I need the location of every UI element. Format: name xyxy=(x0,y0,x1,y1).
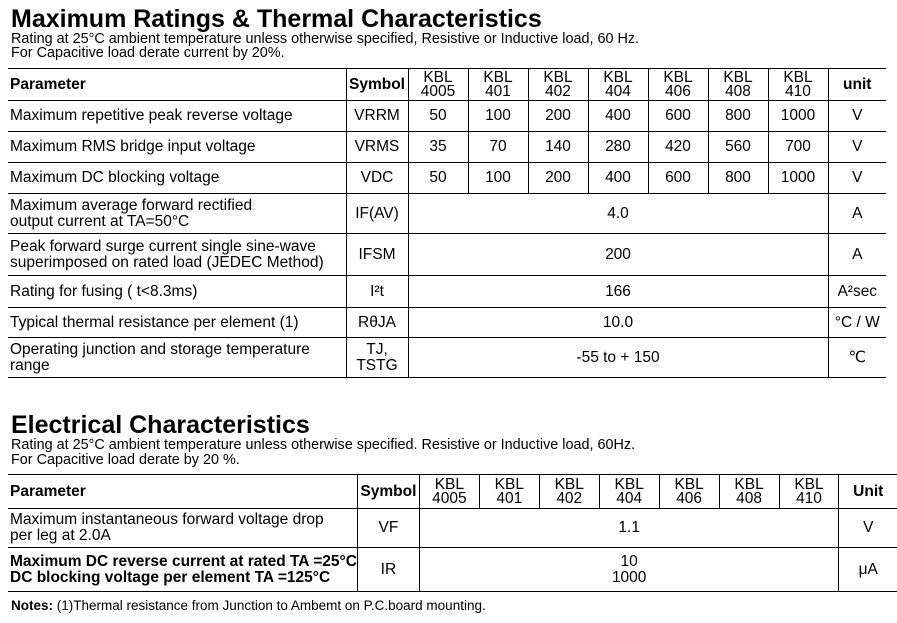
param-cell: Maximum average forward rectified output current at TA=50°C xyxy=(8,194,346,234)
symbol-cell: IFSM xyxy=(346,234,408,276)
value-cell: 35 xyxy=(408,132,468,163)
value-cell: 50 xyxy=(408,163,468,194)
table-row xyxy=(8,234,886,276)
symbol-cell: TJ, TSTG xyxy=(346,338,408,378)
value-cell: 800 xyxy=(708,163,768,194)
value-cell: 10 1000 xyxy=(419,548,839,592)
header-device: KBL 408 xyxy=(719,475,779,509)
header-unit: unit xyxy=(828,69,886,101)
value-cell: 140 xyxy=(528,132,588,163)
header-device: KBL 402 xyxy=(539,475,599,509)
value-cell: 50 xyxy=(408,101,468,132)
value-cell: -55 to + 150 xyxy=(408,338,828,378)
param-cell: Maximum instantaneous forward voltage drop per leg at 2.0A xyxy=(8,509,357,548)
value-cell: 4.0 xyxy=(408,194,828,234)
header-device: KBL 410 xyxy=(779,475,839,509)
table-row xyxy=(8,338,886,378)
value-cell: 280 xyxy=(588,132,648,163)
notes-text: (1)Thermal resistance from Junction to Ambemt on P.C.board mounting. xyxy=(53,598,486,613)
table-row xyxy=(8,194,886,234)
unit-cell: ℃ xyxy=(828,338,886,378)
table-row xyxy=(8,101,886,132)
header-device: KBL 410 xyxy=(768,69,828,101)
value-cell: 166 xyxy=(408,276,828,308)
unit-cell: V xyxy=(828,132,886,163)
header-device: KBL 404 xyxy=(599,475,659,509)
param-cell: Typical thermal resistance per element (1) xyxy=(8,308,346,338)
value-cell: 400 xyxy=(588,101,648,132)
notes-label: Notes: xyxy=(11,598,54,613)
symbol-cell: VF xyxy=(357,509,419,548)
symbol-cell: VDC xyxy=(346,163,408,194)
symbol-cell: VRMS xyxy=(346,132,408,163)
value-cell: 600 xyxy=(648,163,708,194)
value-cell: 70 xyxy=(468,132,528,163)
value-cell: 1000 xyxy=(768,101,828,132)
value-cell: 700 xyxy=(768,132,828,163)
header-device: KBL 4005 xyxy=(408,69,468,101)
unit-cell: V xyxy=(828,163,886,194)
value-cell: 200 xyxy=(528,101,588,132)
header-device: KBL 402 xyxy=(528,69,588,101)
ratings-header-row xyxy=(8,69,886,101)
param-cell: Peak forward surge current single sine-wave superimposed on rated load (JEDEC Method) xyxy=(8,234,346,276)
table-row xyxy=(8,548,897,592)
header-unit: Unit xyxy=(839,475,897,509)
notes xyxy=(11,598,486,613)
value-cell: 10.0 xyxy=(408,308,828,338)
value-cell: 200 xyxy=(528,163,588,194)
symbol-cell: I²t xyxy=(346,276,408,308)
unit-cell: μA xyxy=(839,548,897,592)
symbol-cell: VRRM xyxy=(346,101,408,132)
header-device: KBL 404 xyxy=(588,69,648,101)
param-cell: Rating for fusing ( t<8.3ms) xyxy=(8,276,346,308)
table-row xyxy=(8,132,886,163)
section2-note-line2: For Capacitive load derate by 20 %. xyxy=(11,452,240,468)
value-cell: 200 xyxy=(408,234,828,276)
header-device: KBL 408 xyxy=(708,69,768,101)
header-device: KBL 4005 xyxy=(419,475,479,509)
electrical-table xyxy=(8,474,897,592)
value-cell: 400 xyxy=(588,163,648,194)
param-cell: Maximum DC reverse current at rated TA =25°C DC blocking voltage per element TA =125°C xyxy=(8,548,357,592)
table-row xyxy=(8,276,886,308)
param-cell: Maximum repetitive peak reverse voltage xyxy=(8,101,346,132)
header-symbol: Symbol xyxy=(346,69,408,101)
symbol-cell: IF(AV) xyxy=(346,194,408,234)
table-row xyxy=(8,163,886,194)
unit-cell: A xyxy=(828,194,886,234)
section1-title: Maximum Ratings & Thermal Characteristics xyxy=(11,5,542,33)
unit-cell: V xyxy=(839,509,897,548)
section2-title: Electrical Characteristics xyxy=(11,411,310,439)
header-parameter: Parameter xyxy=(8,69,346,101)
value-cell: 100 xyxy=(468,101,528,132)
header-symbol: Symbol xyxy=(357,475,419,509)
value-cell: 420 xyxy=(648,132,708,163)
unit-cell: A²sec xyxy=(828,276,886,308)
value-cell: 560 xyxy=(708,132,768,163)
ratings-table xyxy=(8,68,886,378)
table-row xyxy=(8,308,886,338)
param-cell: Maximum DC blocking voltage xyxy=(8,163,346,194)
header-device: KBL 401 xyxy=(479,475,539,509)
unit-cell: A xyxy=(828,234,886,276)
table-row xyxy=(8,509,897,548)
section1-note-line1: Rating at 25°C ambient temperature unless otherwise specified, Resistive or Inductive load, 60 Hz. xyxy=(11,31,640,47)
param-cell: Maximum RMS bridge input voltage xyxy=(8,132,346,163)
symbol-cell: IR xyxy=(357,548,419,592)
value-cell: 600 xyxy=(648,101,708,132)
value-cell: 1.1 xyxy=(419,509,839,548)
symbol-cell: RθJA xyxy=(346,308,408,338)
section2-note-line1: Rating at 25°C ambient temperature unless otherwise specified. Resistive or Inductive load, 60Hz. xyxy=(11,437,636,453)
unit-cell: °C / W xyxy=(828,308,886,338)
param-cell: Operating junction and storage temperature range xyxy=(8,338,346,378)
header-device: KBL 406 xyxy=(659,475,719,509)
header-device: KBL 406 xyxy=(648,69,708,101)
header-device: KBL 401 xyxy=(468,69,528,101)
value-cell: 800 xyxy=(708,101,768,132)
unit-cell: V xyxy=(828,101,886,132)
value-cell: 100 xyxy=(468,163,528,194)
section1-note-line2: For Capacitive load derate current by 20%. xyxy=(11,45,285,61)
value-cell: 1000 xyxy=(768,163,828,194)
electrical-header-row xyxy=(8,475,897,509)
header-parameter: Parameter xyxy=(8,475,357,509)
